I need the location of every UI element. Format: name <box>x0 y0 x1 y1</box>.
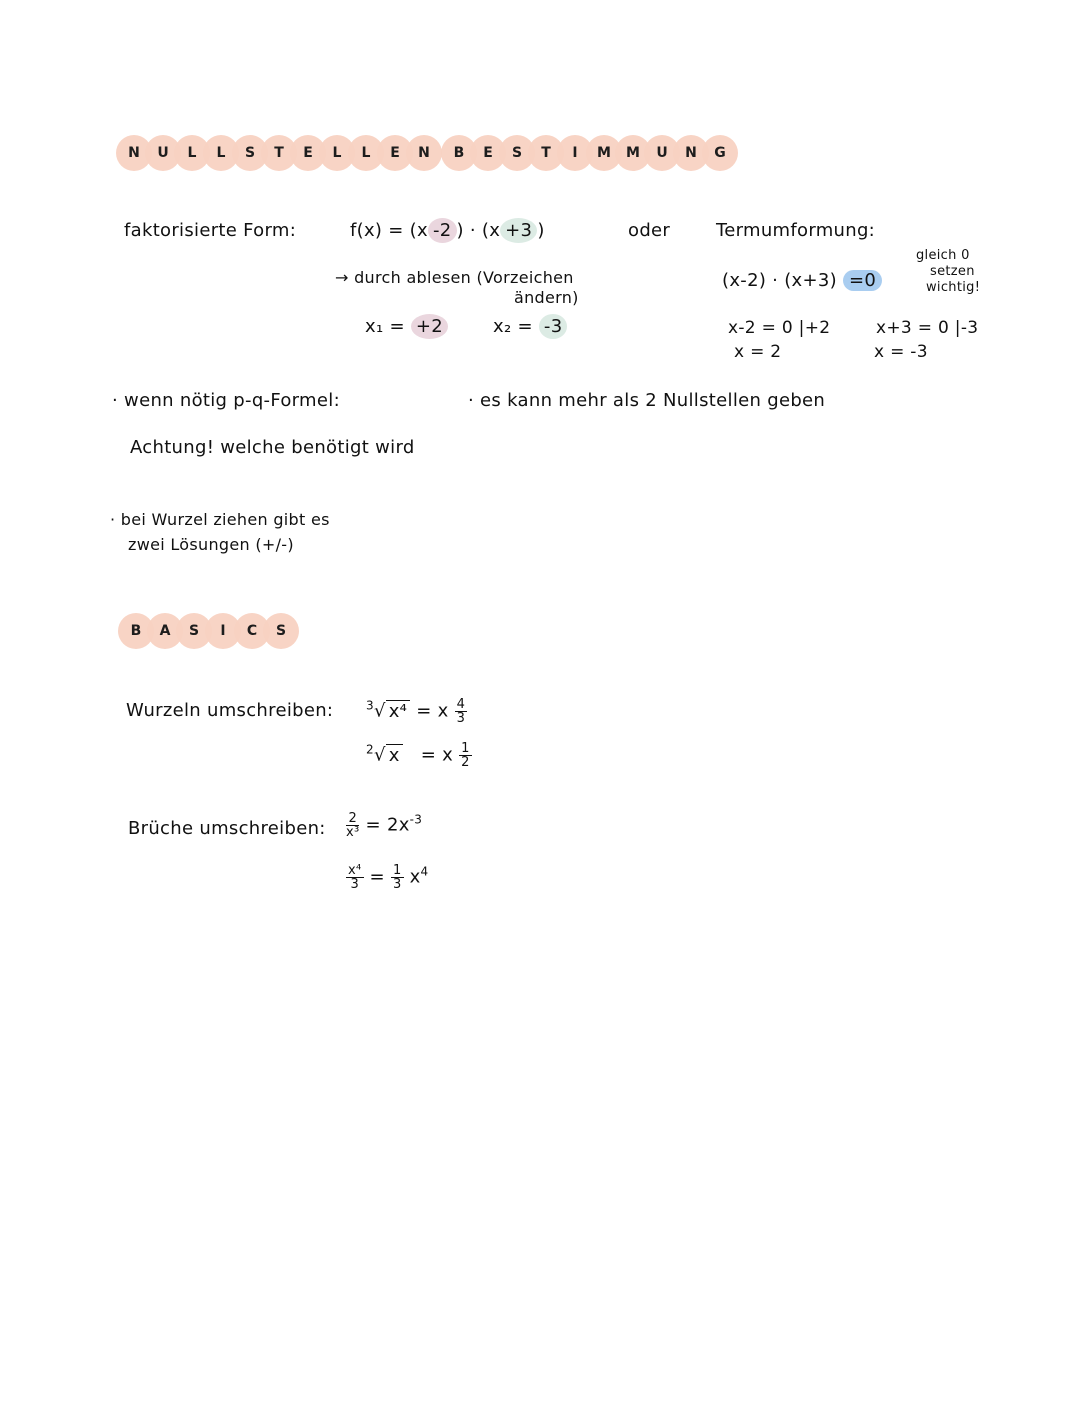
term-equation <box>722 270 882 291</box>
x1-result <box>365 316 448 337</box>
denominator: 3 <box>350 877 360 892</box>
section-title-nullstellenbestimmung <box>116 135 731 171</box>
section-title-basics <box>118 613 292 649</box>
term-transformation-label: Termumformung: <box>716 220 876 241</box>
denominator: 3 <box>456 711 466 726</box>
factored-form-label: faktorisierte Form: <box>124 220 297 241</box>
fraction-exponent: -3 <box>409 812 423 827</box>
root-note-1: · bei Wurzel ziehen gibt es <box>110 510 330 529</box>
root-rule-2: $^2$√ x = x $\frac{1}{2}$ <box>366 741 470 770</box>
title-letter: N <box>406 135 442 171</box>
roots-label: Wurzeln umschreiben: <box>126 700 334 721</box>
note-setzen: setzen <box>930 264 975 279</box>
pq-formula-note: · wenn nötig p-q-Formel: <box>112 390 340 411</box>
fraction-rule-1 <box>346 812 422 839</box>
title-letter: A <box>147 613 183 649</box>
x1-label: x₁ = <box>365 316 405 337</box>
term-equals-zero: =0 <box>843 270 882 291</box>
x2-value: -3 <box>539 314 568 339</box>
title-letter: S <box>176 613 212 649</box>
radicand: x <box>386 744 403 766</box>
note-wichtig: wichtig! <box>926 280 981 295</box>
step-2a: x+3 = 0 |-3 <box>876 318 979 338</box>
root-index: 2 <box>366 742 374 757</box>
coefficient-fraction <box>391 864 404 891</box>
title-letter: B <box>118 613 154 649</box>
function-prefix: f(x) = (x <box>350 220 428 241</box>
function-middle: ) · (x <box>456 220 501 241</box>
root-result: = x <box>416 700 449 722</box>
title-letter: U <box>644 135 680 171</box>
title-letter: E <box>470 135 506 171</box>
title-letter: E <box>377 135 413 171</box>
factor-2: +3 <box>500 218 537 243</box>
root-index: 3 <box>366 698 374 713</box>
title-letter: I <box>557 135 593 171</box>
fractions-label: Brüche umschreiben: <box>128 818 326 839</box>
title-letter: M <box>615 135 651 171</box>
title-letter: I <box>205 613 241 649</box>
read-off-text: → durch ablesen (Vorzeichen <box>335 268 574 287</box>
or-label: oder <box>628 220 671 241</box>
fraction <box>346 812 360 839</box>
numerator: 1 <box>461 741 470 756</box>
factor-1: -2 <box>428 218 457 243</box>
equals: = <box>369 866 385 888</box>
title-letter: T <box>261 135 297 171</box>
fraction-result: x <box>409 866 421 888</box>
x2-label: x₂ = <box>493 316 533 337</box>
title-letter: S <box>232 135 268 171</box>
step-1a: x-2 = 0 |+2 <box>728 318 831 338</box>
multiple-roots-note: · es kann mehr als 2 Nullstellen geben <box>468 390 826 411</box>
radicand: x⁴ <box>386 700 410 722</box>
title-letter: M <box>586 135 622 171</box>
numerator: 4 <box>456 697 466 712</box>
fraction <box>346 864 364 891</box>
fraction-result: = 2x <box>365 814 410 836</box>
title-letter: L <box>174 135 210 171</box>
x2-result <box>493 316 567 337</box>
title-letter: S <box>263 613 299 649</box>
step-1b: x = 2 <box>734 342 782 362</box>
title-letter: E <box>290 135 326 171</box>
root-rule-1: $^3$√ x⁴ = x $\frac{4}{3}$ <box>366 697 466 726</box>
denominator: 3 <box>392 877 402 892</box>
title-letter: N <box>673 135 709 171</box>
numerator: 2 <box>348 811 358 826</box>
note-gleich-0: gleich 0 <box>916 248 970 263</box>
title-letter: G <box>702 135 738 171</box>
title-letter: L <box>319 135 355 171</box>
title-letter: B <box>441 135 477 171</box>
exponent-fraction <box>455 698 468 725</box>
denominator: x³ <box>346 825 360 840</box>
attention-note: Achtung! welche benötigt wird <box>130 437 415 458</box>
read-off-text-2: ändern) <box>514 288 579 307</box>
numerator: x⁴ <box>348 863 362 878</box>
term-product: (x-2) · (x+3) <box>722 270 837 291</box>
fraction-exponent: 4 <box>420 864 429 879</box>
step-2b: x = -3 <box>874 342 928 362</box>
x1-value: +2 <box>411 314 448 339</box>
root-note-2: zwei Lösungen (+/-) <box>128 535 294 554</box>
function-suffix: ) <box>537 220 545 241</box>
title-letter: L <box>348 135 384 171</box>
title-letter: N <box>116 135 152 171</box>
factored-function <box>350 220 545 241</box>
denominator: 2 <box>461 755 470 770</box>
fraction-rule-2 <box>346 864 428 891</box>
title-letter: C <box>234 613 270 649</box>
title-letter: L <box>203 135 239 171</box>
exponent-fraction <box>459 742 472 769</box>
title-letter: U <box>145 135 181 171</box>
root-result: = x <box>420 744 454 766</box>
title-letter: S <box>499 135 535 171</box>
numerator: 1 <box>392 863 402 878</box>
title-letter: T <box>528 135 564 171</box>
